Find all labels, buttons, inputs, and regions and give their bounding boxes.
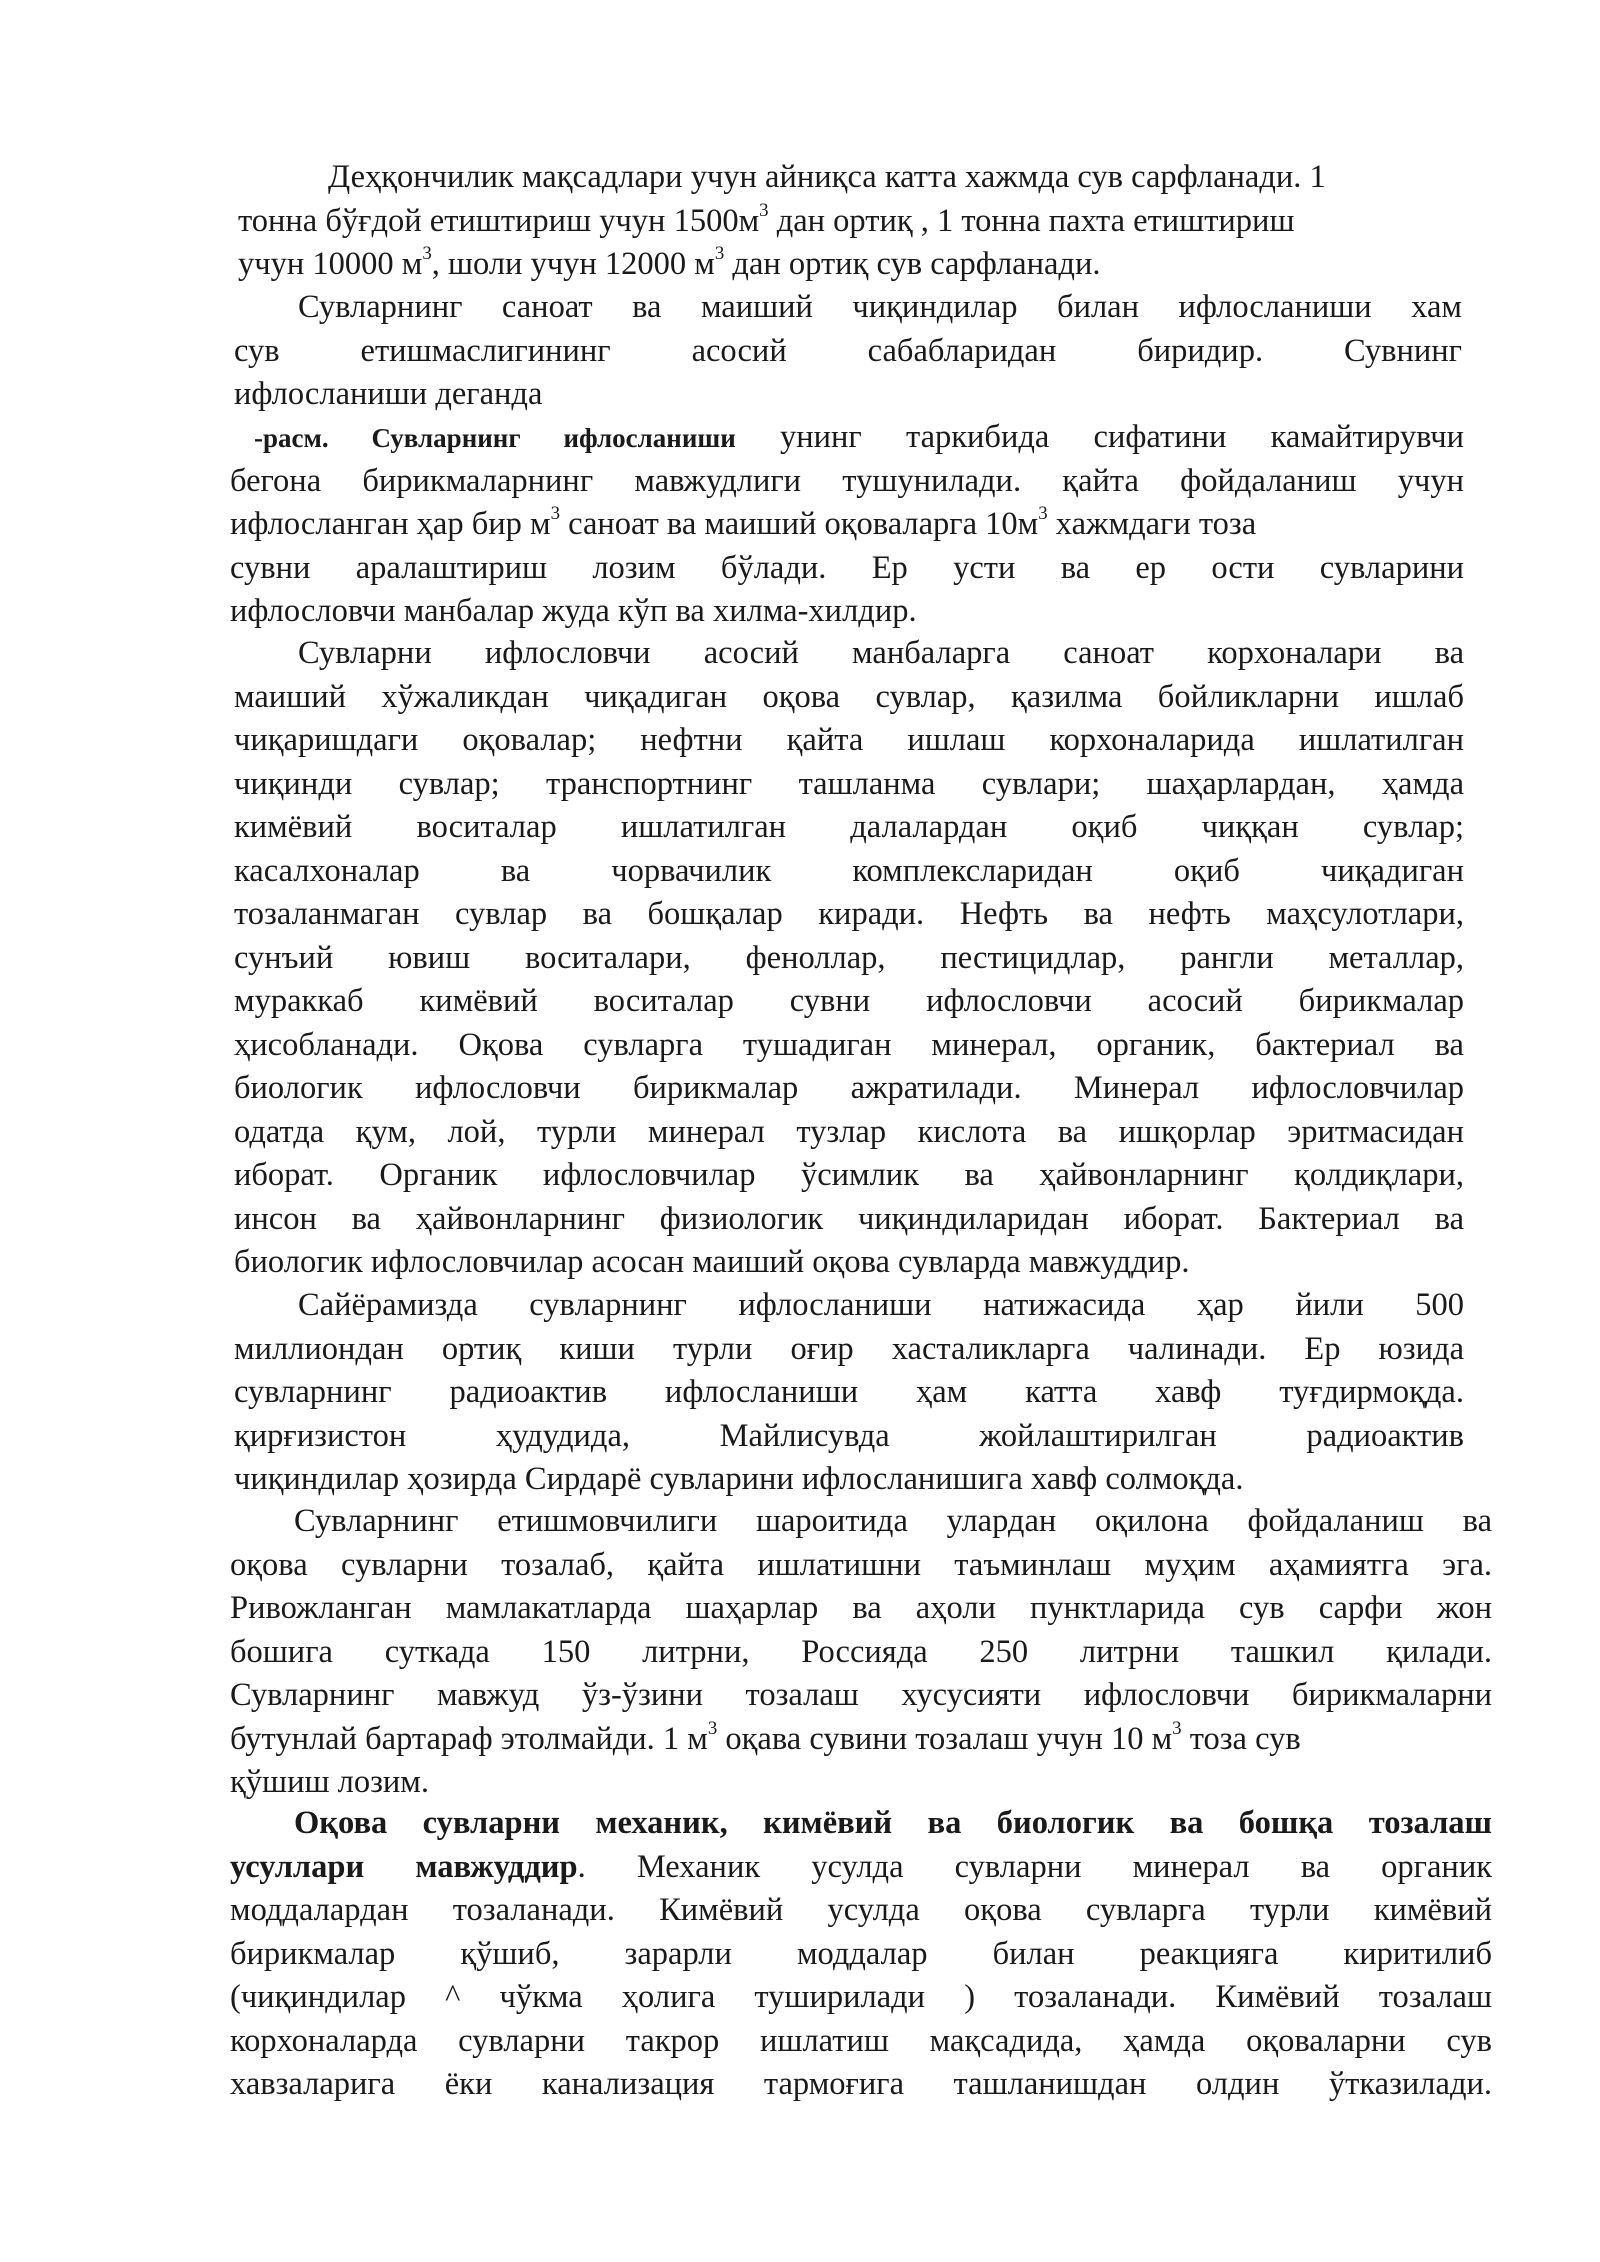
paragraph-7 bbox=[230, 1802, 1492, 2107]
paragraph-6-line-3: Ривожланган мамлакатларда шаҳарлар ва аҳоли пунктларида сув сарфи жон bbox=[230, 1590, 1492, 1626]
paragraph-7-line-7: хавзаларига ёки канализация тармоғига ташланишдан олдин ўтказилади. bbox=[230, 2066, 1492, 2102]
paragraph-6 bbox=[230, 1500, 1492, 1805]
paragraph-4-line: чиқинди сувлар; транспортнинг ташланма сувлари; шаҳарлардан, ҳамда bbox=[234, 765, 1464, 802]
paragraph-4-line: касалхоналар ва чорвачилик комплексларидан оқиб чиқадиган bbox=[234, 852, 1464, 889]
paragraph-4-line: маиший хўжаликдан чиқадиган оқова сувлар, қазилма бойликларни ишлаб bbox=[234, 678, 1464, 715]
paragraph-5-line: чиқиндилар ҳозирда Сирдарё сувларини ифлосланишига хавф солмоқда. bbox=[234, 1461, 1244, 1497]
paragraph-4-line: биологик ифлословчи бирикмалар ажратилади. Минерал ифлословчилар bbox=[234, 1070, 1464, 1106]
paragraph-3-line-3: ифлосланган ҳар бир $м^3$ саноат ва маиший оқоваларга $10м^3$ хажмдаги тоза bbox=[230, 503, 1257, 542]
paragraph-3 bbox=[230, 416, 1464, 634]
paragraph-6-line-1: Сувларнинг етишмовчилиги шароитида улардан оқилона фойдаланиш ва bbox=[294, 1503, 1492, 1539]
paragraph-1 bbox=[238, 156, 1478, 287]
paragraph-5-line: қирғизистон ҳудудида, Майлисувда жойлаштирилган радиоактив bbox=[234, 1417, 1464, 1454]
paragraph-4-line: биологик ифлословчилар асосан маиший оқова сувларда мавжуддир. bbox=[234, 1244, 1190, 1280]
paragraph-2 bbox=[234, 286, 1462, 417]
paragraph-5-line: сувларнинг радиоактив ифлосланиши ҳам катта хавф туғдирмоқда. bbox=[234, 1374, 1464, 1410]
paragraph-5 bbox=[234, 1284, 1464, 1502]
paragraph-7-line-5: (чиқиндилар ^ чўкма ҳолига туширилади ) тозаланади. Кимёвий тозалаш bbox=[230, 1979, 1492, 2015]
paragraph-5-line: Сайёрамизда сувларнинг ифлосланиши натижасида ҳар йили 500 bbox=[298, 1287, 1464, 1323]
paragraph-6-line-5: Сувларнинг мавжуд ўз-ўзини тозалаш хусусияти ифлословчи бирикмаларни bbox=[230, 1677, 1492, 1713]
paragraph-6-line-2: оқова сувларни тозалаб, қайта ишлатишни таъминлаш муҳим аҳамиятга эга. bbox=[230, 1546, 1492, 1583]
paragraph-6-line-6: бутунлай бартараф этолмайди. 1 $м^3$ оқава сувини тозалаш учун 10 $м^3$ тоза сув bbox=[230, 1717, 1301, 1757]
paragraph-4-line: кимёвий воситалар ишлатилган далалардан оқиб чиққан сувлар; bbox=[234, 809, 1464, 845]
paragraph-3-line-2: бегона бирикмаларнинг мавжудлиги тушунилади. қайта фойдаланиш учун bbox=[230, 462, 1464, 499]
figure-caption-label: -расм. Сувларнинг ифлосланиши bbox=[254, 423, 736, 453]
paragraph-2-line-1: Сувларнинг саноат ва маиший чиқиндилар билан ифлосланиши хам bbox=[298, 289, 1462, 325]
paragraph-4-line: тозаланмаган сувлар ва бошқалар киради. Нефть ва нефть маҳсулотлари, bbox=[234, 896, 1464, 932]
paragraph-1-line-3: учун 10000 $м^3$, шоли учун 12000 $м^3$ дан ортиқ сув сарфланади. bbox=[238, 243, 1101, 282]
paragraph-4-line: инсон ва ҳайвонларнинг физиологик чиқиндиларидан иборат. Бактериал ва bbox=[234, 1200, 1464, 1237]
paragraph-5-line: миллиондан ортиқ киши турли оғир хасталикларга чалинади. Ер юзида bbox=[234, 1330, 1464, 1367]
paragraph-1-line-1: Деҳқончилик мақсадлари учун айниқса катта хажмда сув сарфланади. 1 bbox=[328, 159, 1326, 195]
paragraph-7-line-6: корхоналарда сувларни такрор ишлатиш мақсадида, ҳамда оқоваларни сув bbox=[230, 2022, 1492, 2059]
paragraph-4-line: ҳисобланади. Оқова сувларга тушадиган минерал, органик, бактериал ва bbox=[234, 1026, 1464, 1063]
paragraph-6-line-7: қўшиш лозим. bbox=[230, 1764, 429, 1800]
paragraph-3-line-4: сувни аралаштириш лозим бўлади. Ер усти ва ер ости сувларини bbox=[230, 549, 1464, 586]
paragraph-7-line-4: бирикмалар қўшиб, зарарли моддалар билан реакцияга киритилиб bbox=[230, 1935, 1492, 1972]
paragraph-4-line: иборат. Органик ифлословчилар ўсимлик ва ҳайвонларнинг қолдиқлари, bbox=[234, 1157, 1464, 1193]
paragraph-4-line: мураккаб кимёвий воситалар сувни ифлословчи асосий бирикмалар bbox=[234, 983, 1464, 1019]
paragraph-2-line-3: ифлосланиши деганда bbox=[234, 376, 543, 412]
paragraph-4-line: чиқаришдаги оқовалар; нефтни қайта ишлаш корхоналарида ишлатилган bbox=[234, 722, 1464, 758]
paragraph-4-line: сунъий ювиш воситалари, феноллар, пестицидлар, рангли металлар, bbox=[234, 939, 1464, 976]
paragraph-3-line-5: ифлословчи манбалар жуда кўп ва хилма-хилдир. bbox=[230, 593, 917, 629]
paragraph-4-line: Сувларни ифлословчи асосий манбаларга саноат корхоналари ва bbox=[298, 635, 1464, 671]
paragraph-1-line-2: тонна бўғдой етиштириш учун $1500м^3$ дан ортиқ , 1 тонна пахта етиштириш bbox=[238, 199, 1295, 239]
paragraph-3-line-1: -расм. Сувларнинг ифлосланиши унинг таркибида сифатини камайтирувчи bbox=[254, 419, 1464, 455]
paragraph-6-line-4: бошига суткада 150 литрни, Россияда 250 литрни ташкил қилади. bbox=[230, 1633, 1492, 1670]
paragraph-7-line-1 bbox=[230, 1802, 1492, 1846]
paragraph-7-line-2: усуллари мавжуддир. Механик усулда сувларни минерал ва органик bbox=[230, 1848, 1492, 1885]
section-heading: Оқова сувларни механик, кимёвий ва биологик ва бошқа тозалаш bbox=[294, 1805, 1492, 1841]
paragraph-4 bbox=[234, 632, 1464, 1285]
paragraph-7-line-3: моддалардан тозаланади. Кимёвий усулда оқова сувларга турли кимёвий bbox=[230, 1892, 1492, 1928]
paragraph-2-line-2: сув етишмаслигининг асосий сабабларидан биридир. Сувнинг bbox=[234, 332, 1462, 369]
paragraph-4-line: одатда қум, лой, турли минерал тузлар кислота ва ишқорлар эритмасидан bbox=[234, 1113, 1464, 1150]
